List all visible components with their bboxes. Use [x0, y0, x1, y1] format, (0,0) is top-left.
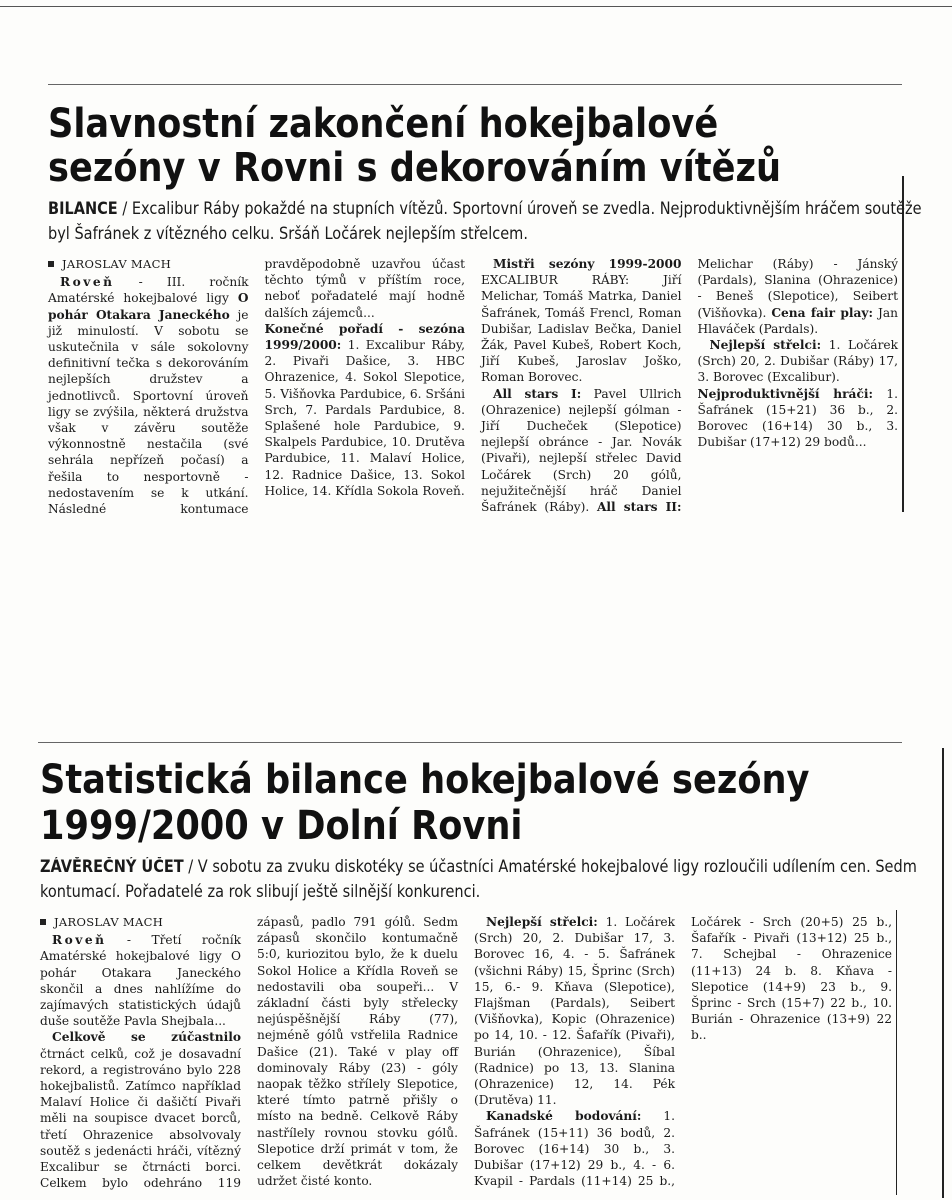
- article1-p3-text: EXCALIBUR RÁBY: Jiří Melichar, Tomáš Matrka, Daniel Šafránek, Tomáš Frencl, Roman Dubišar, Ladislav Bečka, Daniel Žák, Pavel Kubeš, Robert Koch, Jiří Kubeš, Jaroslav Joško, Roman Borovec.: [481, 273, 682, 385]
- article1-headline-line2: sezóny v Rovni s dekorováním vítězů: [48, 145, 782, 191]
- article2-p4-text: 1. Šafránek (15+11) 36 bodů, 2. Borovec (16+14) 30 b., 3. Dubišar (17+12) 29 b., 4. - 6. Kvapil - Pardals (11+14) 25 b., Ločárek - Srch (20+5) 25 b., Šafařík - Pivaři (13+12) 25 b., 7. Schejbal - Ohrazenice (11+13) 24 b. 8. Kňava - Slepotice (14+9) 23 b., 9. Šprinc - Srch (15+7) 22 b., 10. Burián - Ohrazenice (13+9) 22 b..: [474, 915, 892, 1189]
- top-border-line: [0, 6, 952, 7]
- article1-p4-bold2: All stars II:: [596, 500, 682, 515]
- article1-p1-text-b: je již minulostí. V sobotu se uskutečnila v sále sokolovny definitivní tečka s dekorováním nejlepších družstev a jednotlivců. Sportovní úroveň ligy se zvýšila, některá družstva však v závěru soutěže výkonnostně nestačila (své sehrála nepřízeň počasí) a řešila to nesportovně - nedostavením se k utkání. Následné kontumace pravděpodobně uzavřou účast těchto týmů v příštím roce, neboť pořadatelé mají hodně dalších zájemců...: [48, 257, 465, 517]
- article1-dateline: Roveň: [60, 275, 115, 290]
- article2-p2-text: čtrnáct celků, což je dosavadní rekord, a registrováno bylo 228 hokejbalistů. Zatímco například Malaví Holice či dašičtí Pivaři měli na soupisce dvacet borců, třetí Ohrazenice absolvovaly soutěž s jedenácti hráči, vítězný Excalibur se čtrnácti borci. Celkem bylo odehráno 119 zápasů, padlo 791 gólů. Sedm zápasů skončilo kontumačně 5:0, kuriozitou bylo, že k duelu Sokol Holice a Křídla Roveň se nedostavili oba soupeři... V základní části byly střelecky nejúspěšnější Ráby (77), nejméně gólů vstřelila Radnice Dašice (21). Také v play off dominovaly Ráby (23) - góly naopak těžko střílely Slepotice, které tímto patrně přišly o místo na bedně. Celkově Ráby nastřílely rovnou stovku gólů. Slepotice drží primát v tom, že celkem devětkrát dokázaly udržet čisté konto.: [40, 915, 458, 1191]
- article2-lead-label: ZÁVĚREČNÝ ÚČET: [40, 857, 184, 876]
- article2-paragraph-3: [474, 914, 675, 1108]
- article1-paragraph-5: [698, 337, 899, 386]
- article1-top-rule: [48, 84, 902, 85]
- article2-lead-text: / V sobotu za zvuku diskotéky se účastníci Amatérské hokejbalové ligy rozloučili udílením cen. Sedm kontumací. Pořadatelé za rok slibují ještě silnější konkurenci.: [40, 857, 917, 901]
- article1-p5-bold: Nejlepší střelci:: [709, 338, 822, 353]
- article1-p4-text3: Jan Hlaváček (Pardals).: [697, 305, 898, 336]
- square-bullet-icon: [40, 919, 46, 925]
- article1-p4-text: Pavel Ullrich (Ohrazenice) nejlepší gólman - Jiří Ducheček (Slepotice) nejlepší obránce - Jar. Novák (Pivaři), nejlepší střelec David Ločárek (Srch) 20 gólů, nejužitečnější hráč Daniel Šafránek (Ráby).: [481, 386, 682, 515]
- article1-paragraph-6: [698, 386, 899, 451]
- article2-lead: [40, 854, 920, 904]
- article2-headline-line1: Statistická bilance hokejbalové sezóny: [40, 757, 810, 803]
- article1-p6-text: 1. Šafránek (15+21) 36 b., 2. Borovec (16+14) 30 b., 3. Dubišar (17+12) 29 bodů...: [697, 386, 898, 450]
- article1-p6-bold: Nejproduktivnější hráči:: [697, 386, 874, 401]
- article1-p2-text: 1. Excalibur Ráby, 2. Pivaři Dašice, 3. HBC Ohrazenice, 4. Sokol Slepotice, 5. Višňovka Pardubice, 6. Sršáni Srch, 7. Pardals Pardubice, 8. Splašené hole Pardubice, 9. Skalpels Pardubice, 10. Drutěva Pardubice, 11. Malaví Holice, 12. Radnice Dašice, 13. Sokol Holice, 14. Křídla Sokola Roveň.: [264, 338, 465, 498]
- article1-p3-bold: Mistři sezóny 1999-2000: [493, 257, 682, 271]
- article1-p5-text: 1. Ločárek (Srch) 20, 2. Dubišar (Ráby) 17, 3. Borovec (Excalibur).: [697, 338, 898, 385]
- article1-p4-text2: Melichar (Ráby) - Jánský (Pardals), Slanina (Ohrazenice) - Beneš (Slepotice), Seibert (Višňovka).: [697, 257, 898, 320]
- article2-byline: [40, 914, 241, 930]
- article1-byline-text: JAROSLAV MACH: [62, 257, 172, 271]
- article1-paragraph-2: [265, 321, 466, 499]
- article2-top-rule: [38, 742, 902, 743]
- article2-headline-line2: 1999/2000 v Dolní Rovni: [40, 803, 523, 849]
- article1-p2-bold: Konečné pořadí - sezóna 1999/2000:: [264, 321, 465, 353]
- article1-lead: [48, 196, 928, 246]
- right-edge-mark-3: [896, 910, 897, 1195]
- article1-paragraph-3: [481, 256, 682, 386]
- article2-dateline: Roveň: [52, 933, 107, 948]
- article2-p4-bold: Kanadské bodování:: [486, 1109, 642, 1124]
- article1-p1-bold: O pohár Otakara Janeckého: [48, 291, 249, 322]
- article1-headline-line1: Slavnostní zakončení hokejbalové: [48, 101, 719, 147]
- article1-body: [48, 256, 898, 518]
- article2-p3-text: 1. Ločárek (Srch) 20, 2. Dubišar 17, 3. Borovec 16, 4. - 5. Šafránek (všichni Ráby) 15, Šprinc (Srch) 15, 6.- 9. Kňava (Slepotice), Flajšman (Pardals), Seibert (Višňovka), Kopic (Ohrazenice) po 14, 10. - 12. Šafařík (Pivaři), Burián (Ohrazenice), Šíbal (Radnice) po 13, 13. Slanina (Ohrazenice) 12, 14. Pék (Drutěva) 11.: [474, 915, 675, 1108]
- article2-p3-bold: Nejlepší střelci:: [486, 915, 598, 929]
- square-bullet-icon: [48, 261, 54, 267]
- article2-p1-text: - Třetí ročník Amatérské hokejbalové ligy O pohár Otakara Janeckého skončil a dnes nahlížíme do zajímavých statistických údajů duše soutěže Pavla Shejbala...: [40, 933, 241, 1029]
- right-edge-mark-2: [942, 748, 944, 1198]
- article2-paragraph-1: [40, 932, 241, 1029]
- article1-byline: [48, 256, 249, 272]
- article2-p2-bold: Celkově se zúčastnilo: [52, 1030, 241, 1045]
- article1-lead-label: BILANCE: [48, 199, 118, 218]
- article1-p4-bold3: Cena fair play:: [771, 305, 874, 320]
- article2-byline-text: JAROSLAV MACH: [54, 915, 164, 929]
- article2-body: [40, 914, 892, 1196]
- article1-p4-bold: All stars I:: [493, 386, 582, 401]
- article1-p1-text-a: - III. ročník Amatérské hokejbalové ligy: [48, 275, 249, 306]
- article1-lead-text: / Excalibur Ráby pokaždé na stupních vítězů. Sportovní úroveň se zvedla. Nejproduktivnějším hráčem soutěže byl Šafránek z vítězného celku. Sršáň Ločárek nejlepším střelcem.: [48, 199, 922, 243]
